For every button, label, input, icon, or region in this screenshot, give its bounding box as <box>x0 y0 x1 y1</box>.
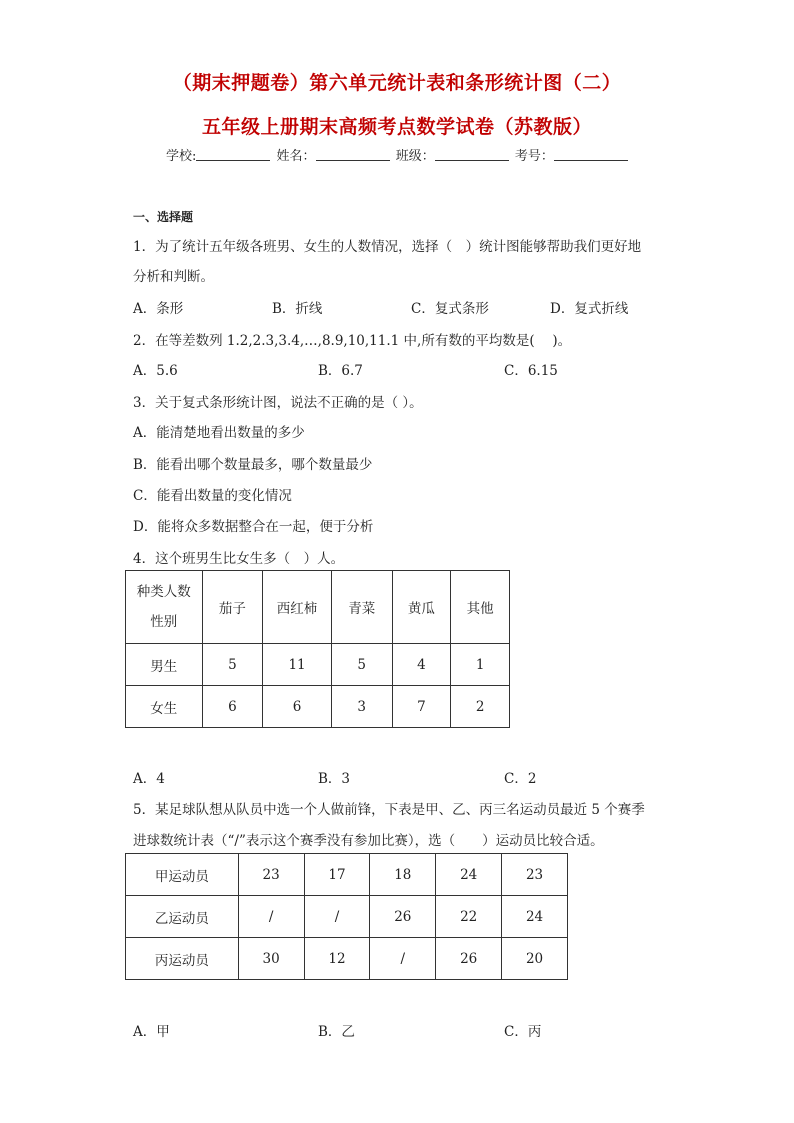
table-cell: 7 <box>392 686 451 728</box>
table-cell: 17 <box>304 854 370 896</box>
table-cell: 5 <box>331 644 392 686</box>
table-cell: 2 <box>451 686 510 728</box>
school-blank[interactable] <box>196 148 270 161</box>
table-cell: / <box>370 938 436 980</box>
row-label: 丙运动员 <box>126 938 239 980</box>
table-cell: / <box>238 896 304 938</box>
row-label: 甲运动员 <box>126 854 239 896</box>
table-row <box>126 686 510 728</box>
q4-option-b: B．3 <box>318 771 351 787</box>
table-cell: 6 <box>263 686 332 728</box>
table-cell: 18 <box>370 854 436 896</box>
corner-bottom-label: 性别 <box>150 614 178 630</box>
question-5-line-2: 进球数统计表（“/”表示这个赛季没有参加比赛），选（ ）运动员比较合适。 <box>133 833 604 849</box>
q5-option-a: A．甲 <box>133 1024 170 1040</box>
table-cell: / <box>304 896 370 938</box>
table-cell: 11 <box>263 644 332 686</box>
corner-top-label: 种类人数 <box>136 584 191 600</box>
table-row <box>126 896 568 938</box>
q4-option-c: C．2 <box>504 771 537 787</box>
q1-option-d: D．复式折线 <box>550 301 629 317</box>
q1-option-b: B．折线 <box>272 301 323 317</box>
exam-number-blank[interactable] <box>554 148 628 161</box>
table-corner-cell <box>126 571 203 644</box>
question-4: 4．这个班男生比女生多（ ）人。 <box>133 551 345 567</box>
name-blank[interactable] <box>316 148 390 161</box>
table-cell: 4 <box>392 644 451 686</box>
table-cell: 23 <box>238 854 304 896</box>
q4-option-a: A．4 <box>133 771 165 787</box>
q4-vegetable-table <box>125 570 510 728</box>
q5-option-c: C．丙 <box>504 1024 542 1040</box>
name-label: 姓名： <box>276 149 316 164</box>
table-row <box>126 854 568 896</box>
q2-option-a: A．5.6 <box>133 363 178 379</box>
table-cell: 6 <box>202 686 263 728</box>
q3-option-a: A．能清楚地看出数量的多少 <box>133 425 305 441</box>
q3-option-d: D．能将众多数据整合在一起，便于分析 <box>133 519 374 535</box>
q1-option-a: A．条形 <box>133 301 184 317</box>
q2-option-b: B．6.7 <box>318 363 363 379</box>
table-cell: 23 <box>502 854 568 896</box>
section-heading: 一、选择题 <box>133 210 194 224</box>
table-cell: 12 <box>304 938 370 980</box>
table-cell: 30 <box>238 938 304 980</box>
class-label: 班级： <box>395 149 435 164</box>
table-row <box>126 644 510 686</box>
table-cell: 1 <box>451 644 510 686</box>
table-cell: 24 <box>436 854 502 896</box>
q3-option-b: B．能看出哪个数量最多，哪个数量最少 <box>133 457 373 473</box>
column-header: 黄瓜 <box>392 571 451 644</box>
question-3: 3．关于复式条形统计图，说法不正确的是（ ）。 <box>133 395 423 411</box>
table-cell: 26 <box>370 896 436 938</box>
row-label: 乙运动员 <box>126 896 239 938</box>
student-info-fields <box>166 145 630 164</box>
column-header: 青菜 <box>331 571 392 644</box>
column-header: 西红柿 <box>263 571 332 644</box>
exam-number-label: 考号： <box>514 149 554 164</box>
table-cell: 5 <box>202 644 263 686</box>
table-cell: 20 <box>502 938 568 980</box>
table-cell: 26 <box>436 938 502 980</box>
q1-option-c: C．复式条形 <box>411 301 489 317</box>
q3-option-c: C．能看出数量的变化情况 <box>133 488 292 504</box>
table-row <box>126 938 568 980</box>
question-2: 2．在等差数列 1.2,2.3,3.4,…,8.9,10,11.1 中,所有数的平均数是( )。 <box>133 333 572 349</box>
table-cell: 3 <box>331 686 392 728</box>
table-header-row <box>126 571 510 644</box>
title-line-1: （期末押题卷）第六单元统计表和条形统计图（二） <box>172 72 622 94</box>
title-line-2: 五年级上册期末高频考点数学试卷（苏教版） <box>201 116 592 138</box>
q2-option-c: C．6.15 <box>504 363 558 379</box>
table-cell: 22 <box>436 896 502 938</box>
row-label: 男生 <box>126 644 203 686</box>
question-1-line-1: 1．为了统计五年级各班男、女生的人数情况，选择（ ）统计图能够帮助我们更好地 <box>133 239 642 255</box>
q5-option-b: B．乙 <box>318 1024 355 1040</box>
question-1-line-2: 分析和判断。 <box>133 269 214 285</box>
school-label: 学校: <box>166 149 197 164</box>
row-label: 女生 <box>126 686 203 728</box>
q5-goals-table <box>125 853 568 980</box>
column-header: 茄子 <box>202 571 263 644</box>
column-header: 其他 <box>451 571 510 644</box>
question-5-line-1: 5．某足球队想从队员中选一个人做前锋，下表是甲、乙、丙三名运动员最近 5 个赛季 <box>133 802 645 818</box>
class-blank[interactable] <box>435 148 509 161</box>
table-cell: 24 <box>502 896 568 938</box>
